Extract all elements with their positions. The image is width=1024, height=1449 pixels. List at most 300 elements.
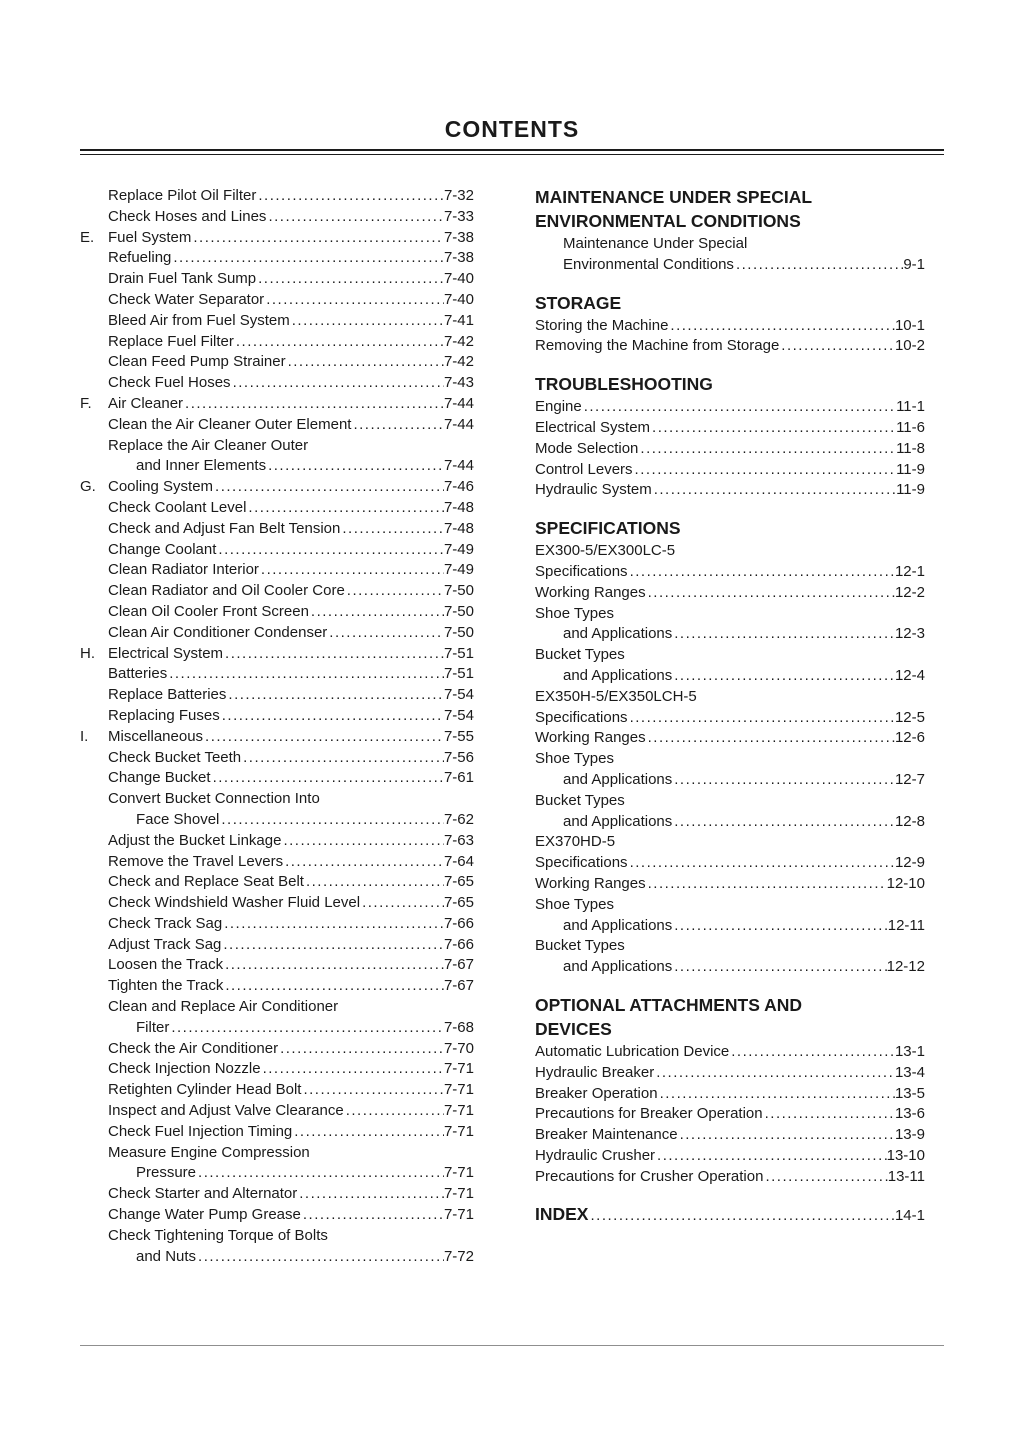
toc-entry [535, 1167, 925, 1188]
toc-section [535, 994, 925, 1188]
toc-entry-label: Bucket Types [535, 791, 625, 809]
toc-entry-page: 12-3 [894, 625, 925, 643]
toc-entry-page: 12-5 [894, 708, 925, 726]
toc-left-column [80, 186, 474, 1267]
toc-entry-label: Retighten Cylinder Head Bolt [108, 1081, 302, 1099]
toc-entry [80, 352, 474, 373]
toc-entry-label: Working Ranges [535, 729, 646, 747]
toc-entry [535, 1042, 925, 1063]
toc-entry-page: 13-4 [894, 1063, 925, 1081]
section-heading: ENVIRONMENTAL CONDITIONS [535, 211, 801, 231]
dot-leader [668, 316, 895, 337]
toc-entry-label: Removing the Machine from Storage [535, 337, 780, 355]
toc-entry-label: Check Bucket Teeth [108, 748, 242, 766]
toc-entry [80, 1039, 474, 1060]
toc-entry [80, 1059, 474, 1080]
toc-entry [535, 336, 925, 357]
dot-leader [183, 394, 444, 415]
toc-entry-page: 7-71 [443, 1206, 474, 1224]
toc-entry-label: Hydraulic Crusher [535, 1146, 656, 1164]
toc-entry-page: 12-1 [894, 562, 925, 580]
toc-entry [80, 685, 474, 706]
toc-entry-page: 7-40 [443, 290, 474, 308]
toc-entry [80, 976, 474, 997]
toc-entry-label: Maintenance Under Special [563, 235, 748, 252]
toc-entry [80, 207, 474, 228]
toc-entry-label: Check Hoses and Lines [108, 207, 267, 225]
toc-entry [80, 602, 474, 623]
dot-leader [304, 872, 444, 893]
dot-leader [221, 935, 444, 956]
dot-leader [223, 644, 444, 665]
toc-entry-page: 7-55 [443, 727, 474, 745]
toc-entry-page: 7-50 [443, 602, 474, 620]
dot-leader [729, 1042, 895, 1063]
toc-entry [80, 1018, 474, 1039]
toc-entry-label: Clean Radiator and Oil Cooler Core [108, 582, 345, 600]
toc-entry-page: 7-42 [443, 353, 474, 371]
toc-entry [535, 439, 925, 460]
dot-leader [588, 1205, 894, 1227]
toc-entry [535, 687, 925, 708]
toc-entry-label: Batteries [108, 665, 168, 683]
toc-entry [535, 666, 925, 687]
toc-entry-label: Check and Replace Seat Belt [108, 873, 304, 891]
dot-leader [266, 207, 444, 228]
toc-entry [80, 1080, 474, 1101]
toc-entry [80, 768, 474, 789]
toc-entry-label: Hydraulic Breaker [535, 1063, 655, 1081]
toc-entry [80, 1205, 474, 1226]
toc-entry-label: Replace Batteries [108, 686, 227, 704]
toc-entry-page: 7-71 [443, 1060, 474, 1078]
toc-entry-page: 7-65 [443, 873, 474, 891]
toc-entry-page: 7-67 [443, 956, 474, 974]
dot-leader [256, 186, 444, 207]
toc-entry-label: Specifications [535, 854, 628, 872]
toc-entry [80, 852, 474, 873]
toc-entry-page: 12-12 [886, 958, 925, 976]
toc-entry-page: 7-72 [443, 1247, 474, 1265]
toc-entry-label: Clean Air Conditioner Condenser [108, 623, 328, 641]
toc-entry-label: Check Coolant Level [108, 498, 247, 516]
toc-entry-label: Face Shovel [136, 810, 220, 828]
toc-entry [535, 770, 925, 791]
toc-entry [535, 541, 925, 562]
toc-entry-page: 7-64 [443, 852, 474, 870]
toc-entry-label: Electrical System [108, 644, 224, 662]
toc-entry [535, 936, 925, 957]
toc-entry-page: 7-68 [443, 1018, 474, 1036]
toc-entry [535, 418, 925, 439]
toc-entry-page: 13-9 [894, 1126, 925, 1144]
toc-entry-label: Check Starter and Alternator [108, 1185, 298, 1203]
toc-entry [80, 748, 474, 769]
toc-entry-label: Replacing Fuses [108, 706, 220, 724]
dot-leader [763, 1104, 895, 1125]
toc-entry-label: Environmental Conditions [563, 255, 734, 273]
toc-entry-label: Specifications [535, 562, 628, 580]
toc-entry-page: 7-46 [443, 478, 474, 496]
dot-leader [646, 874, 887, 895]
toc-entry-page: 7-32 [443, 187, 474, 204]
dot-leader [213, 477, 444, 498]
toc-entry [80, 644, 474, 665]
toc-entry-label: Specifications [535, 708, 628, 726]
toc-entry-label: Tighten the Track [108, 977, 224, 995]
dot-leader [327, 623, 444, 644]
toc-entry [80, 706, 474, 727]
toc-entry-label: Shoe Types [535, 895, 614, 913]
toc-entry [80, 332, 474, 353]
toc-entry [80, 311, 474, 332]
dot-leader [226, 685, 444, 706]
toc-entry-label: Refueling [108, 249, 172, 267]
dot-leader [203, 727, 444, 748]
dot-leader [216, 540, 444, 561]
toc-entry-label: and Applications [563, 916, 673, 934]
toc-section [535, 1203, 925, 1227]
toc-entry [535, 583, 925, 604]
toc-entry [80, 1247, 474, 1268]
toc-entry-page: 7-33 [443, 207, 474, 225]
toc-entry-label: Measure Engine Compression [108, 1143, 310, 1161]
toc-entry [80, 290, 474, 311]
toc-entry-label: Automatic Lubrication Device [535, 1042, 730, 1060]
toc-entry [80, 1226, 474, 1247]
toc-entry-label: Loosen the Track [108, 956, 224, 974]
dot-leader [266, 456, 444, 477]
toc-entry-page: 9-1 [903, 255, 925, 273]
dot-leader [290, 311, 444, 332]
toc-entry-page: 7-71 [443, 1122, 474, 1140]
toc-entry-page: 7-48 [443, 498, 474, 516]
toc-entry-label: Adjust Track Sag [108, 935, 222, 953]
toc-entry-page: 7-50 [443, 623, 474, 641]
dot-leader [264, 290, 444, 311]
toc-entry [80, 1101, 474, 1122]
toc-entry-label: Check Water Separator [108, 290, 265, 308]
toc-entry [535, 562, 925, 583]
toc-entry-page: 7-38 [443, 249, 474, 267]
toc-entry-page: 12-6 [894, 729, 925, 747]
toc-entry-label: Check Track Sag [108, 914, 223, 932]
toc-entry-label: Fuel System [108, 228, 192, 246]
section-heading: OPTIONAL ATTACHMENTS AND [535, 994, 803, 1015]
toc-entry-label: Shoe Types [535, 604, 614, 622]
toc-entry-page: 13-6 [894, 1105, 925, 1123]
toc-entry-page: 7-65 [443, 894, 474, 912]
toc-entry [80, 914, 474, 935]
dot-leader [779, 336, 895, 357]
toc-entry-label: Bleed Air from Fuel System [108, 311, 290, 329]
toc-section [535, 373, 925, 501]
toc-section [535, 517, 925, 978]
dot-leader [241, 748, 444, 769]
toc-entry-page: 7-66 [443, 935, 474, 953]
dot-leader [672, 812, 895, 833]
toc-entry-label: Working Ranges [535, 583, 646, 601]
toc-right-column [535, 186, 925, 1227]
toc-entry-label: Replace Pilot Oil Filter [108, 187, 257, 204]
toc-entry-page: 12-10 [886, 874, 925, 892]
toc-entry-label: Precautions for Crusher Operation [535, 1167, 764, 1185]
footer-rule [80, 1345, 944, 1346]
toc-entry-page: 7-71 [443, 1102, 474, 1120]
dot-leader [231, 373, 444, 394]
toc-entry-label: Miscellaneous [108, 727, 204, 745]
toc-entry-label: Clean and Replace Air Conditioner [108, 998, 339, 1016]
toc-entry-label: Bucket Types [535, 646, 625, 664]
toc-entry-page: 7-41 [443, 311, 474, 329]
dot-leader [301, 1080, 444, 1101]
dot-leader [281, 831, 444, 852]
dot-leader [344, 1101, 444, 1122]
toc-entry-label: Breaker Operation [535, 1084, 658, 1102]
toc-entry-label: Hydraulic System [535, 481, 652, 499]
toc-entry-label: Inspect and Adjust Valve Clearance [108, 1102, 344, 1120]
toc-entry [535, 832, 925, 853]
toc-entry-label: and Applications [563, 770, 673, 788]
toc-entry-label: Bucket Types [535, 937, 625, 955]
toc-entry [80, 498, 474, 519]
toc-entry-page: 7-71 [443, 1185, 474, 1203]
dot-leader [672, 666, 895, 687]
toc-entry-label: Breaker Maintenance [535, 1126, 678, 1144]
toc-entry-page: 7-67 [443, 977, 474, 995]
dot-leader [278, 1039, 444, 1060]
dot-leader [340, 519, 444, 540]
dot-leader [169, 1018, 444, 1039]
toc-entry-label: Precautions for Breaker Operation [535, 1105, 763, 1123]
toc-entry-page: 11-9 [896, 460, 925, 478]
dot-leader [654, 1063, 895, 1084]
toc-entry-page: 12-4 [894, 666, 925, 684]
toc-entry [80, 664, 474, 685]
toc-entry-page: 10-1 [894, 316, 925, 334]
toc-entry [80, 436, 474, 457]
dot-leader [672, 624, 895, 645]
toc-entry [80, 373, 474, 394]
toc-entry-page: 7-44 [443, 415, 474, 433]
toc-entry-page: 7-71 [443, 1081, 474, 1099]
toc-entry-page: 7-66 [443, 914, 474, 932]
toc-entry [535, 234, 925, 255]
dot-leader [628, 853, 895, 874]
dot-leader [211, 768, 444, 789]
toc-entry [80, 1122, 474, 1143]
toc-entry-label: Check Injection Nozzle [108, 1060, 261, 1078]
toc-entry-page: 7-56 [443, 748, 474, 766]
dot-leader [763, 1167, 887, 1188]
toc-entry-label: Change Bucket [108, 769, 211, 787]
toc-entry-label: Clean the Air Cleaner Outer Element [108, 415, 352, 433]
toc-entry [80, 540, 474, 561]
toc-entry [80, 1163, 474, 1184]
toc-entry-page: 14-1 [894, 1207, 925, 1225]
page-title: CONTENTS [444, 116, 580, 142]
toc-entry-label: EX370HD-5 [535, 833, 616, 851]
toc-entry-page: 11-6 [896, 418, 925, 436]
toc-entry-label: Change Coolant [108, 540, 217, 558]
toc-entry [535, 791, 925, 812]
toc-entry-label: and Applications [563, 666, 673, 684]
dot-leader [309, 602, 444, 623]
dot-leader [191, 228, 444, 249]
toc-entry-letter: E. [80, 228, 95, 246]
toc-entry [535, 480, 925, 501]
toc-entry [80, 955, 474, 976]
toc-entry-page: 13-10 [886, 1146, 925, 1164]
section-heading: DEVICES [535, 1018, 612, 1039]
toc-entry-label: EX350H-5/EX350LCH-5 [535, 687, 697, 705]
toc-entry [535, 1125, 925, 1146]
toc-entry-label: EX300-5/EX300LC-5 [535, 542, 676, 560]
toc-entry-page: 7-70 [443, 1039, 474, 1057]
toc-entry [535, 1203, 925, 1227]
toc-entry [535, 645, 925, 666]
dot-leader [223, 976, 444, 997]
toc-entry-page: 13-1 [894, 1042, 925, 1060]
toc-entry [80, 477, 474, 498]
dot-leader [672, 957, 886, 978]
dot-leader [222, 914, 444, 935]
toc-entry-letter: H. [80, 644, 95, 662]
toc-entry-page: 10-2 [894, 337, 925, 355]
toc-entry-label: Filter [136, 1018, 170, 1036]
section-heading: SPECIFICATIONS [535, 518, 681, 539]
toc-entry-label: INDEX [535, 1204, 589, 1225]
toc-entry-label: Air Cleaner [108, 394, 184, 412]
dot-leader [301, 1205, 444, 1226]
toc-entry [80, 997, 474, 1018]
toc-entry-page: 13-11 [887, 1167, 925, 1185]
section-heading: STORAGE [535, 292, 622, 313]
dot-leader [196, 1247, 444, 1268]
toc-entry [535, 604, 925, 625]
toc-entry [535, 853, 925, 874]
toc-entry [535, 624, 925, 645]
dot-leader [345, 581, 444, 602]
toc-entry-label: Mode Selection [535, 439, 639, 457]
toc-entry-page: 12-7 [894, 770, 925, 788]
toc-entry-page: 7-44 [443, 457, 474, 475]
dot-leader [223, 955, 444, 976]
dot-leader [246, 498, 444, 519]
toc-entry [535, 397, 925, 418]
toc-entry [535, 708, 925, 729]
toc-entry-page: 11-1 [896, 398, 925, 416]
toc-entry-label: Check Tightening Torque of Bolts [108, 1226, 328, 1244]
toc-entry-page: 11-9 [896, 481, 925, 499]
toc-entry-page: 7-61 [443, 769, 474, 787]
dot-leader [628, 708, 895, 729]
toc-entry-page: 7-62 [443, 810, 474, 828]
toc-entry-label: and Inner Elements [136, 457, 267, 475]
dot-leader [360, 893, 444, 914]
toc-entry-page: 7-54 [443, 686, 474, 704]
toc-entry [80, 186, 474, 207]
toc-section [535, 186, 925, 276]
toc-entry-page: 7-63 [443, 831, 474, 849]
toc-entry-page: 7-44 [443, 394, 474, 412]
toc-entry-label: Engine [535, 398, 582, 416]
toc-entry [535, 749, 925, 770]
toc-entry [535, 957, 925, 978]
toc-entry [535, 316, 925, 337]
dot-leader [646, 728, 895, 749]
toc-entry [535, 1063, 925, 1084]
toc-entry [80, 810, 474, 831]
toc-entry-label: Convert Bucket Connection Into [108, 790, 320, 808]
dot-leader [261, 1059, 444, 1080]
toc-entry [535, 874, 925, 895]
toc-entry-label: Control Levers [535, 460, 633, 478]
toc-entry [80, 831, 474, 852]
toc-entry [535, 1084, 925, 1105]
dot-leader [734, 255, 903, 276]
toc-entry-page: 7-48 [443, 519, 474, 537]
dot-leader [582, 397, 896, 418]
toc-entry [535, 1104, 925, 1125]
toc-entry-letter: G. [80, 478, 96, 496]
toc-entry-label: and Applications [563, 625, 673, 643]
toc-entry-page: 7-51 [443, 665, 474, 683]
toc-entry-page: 7-54 [443, 706, 474, 724]
toc-entry-label: Adjust the Bucket Linkage [108, 831, 282, 849]
toc-entry [80, 872, 474, 893]
dot-leader [220, 706, 444, 727]
dot-leader [234, 332, 444, 353]
dot-leader [219, 810, 444, 831]
toc-entry-label: and Applications [563, 812, 673, 830]
toc-entry-page: 7-50 [443, 582, 474, 600]
toc-entry-page: 7-49 [443, 561, 474, 579]
toc-entry [535, 916, 925, 937]
toc-entry-label: Shoe Types [535, 750, 614, 768]
dot-leader [283, 852, 444, 873]
toc-entry-label: Clean Oil Cooler Front Screen [108, 602, 309, 620]
toc-entry [535, 460, 925, 481]
toc-entry [80, 228, 474, 249]
toc-entry-page: 12-9 [894, 854, 925, 872]
toc-entry-page: 13-5 [894, 1084, 925, 1102]
dot-leader [652, 480, 896, 501]
dot-leader [259, 560, 444, 581]
toc-entry [80, 269, 474, 290]
toc-entry-page: 12-11 [887, 916, 925, 934]
dot-leader [292, 1122, 444, 1143]
toc-entry-label: and Applications [563, 958, 673, 976]
toc-entry-label: Clean Radiator Interior [108, 561, 259, 579]
toc-entry [80, 1143, 474, 1164]
toc-entry [535, 895, 925, 916]
dot-leader [638, 439, 896, 460]
dot-leader [628, 562, 895, 583]
toc-entry-page: 7-49 [443, 540, 474, 558]
toc-entry-page: 12-2 [894, 583, 925, 601]
toc-entry [80, 789, 474, 810]
toc-entry-label: Clean Feed Pump Strainer [108, 353, 286, 371]
dot-leader [672, 770, 895, 791]
toc-entry [80, 394, 474, 415]
toc-entry-letter: I. [80, 727, 89, 745]
dot-leader [171, 248, 444, 269]
title-double-rule [80, 149, 944, 155]
toc-entry-label: Check the Air Conditioner [108, 1039, 279, 1057]
toc-entry-label: Change Water Pump Grease [108, 1206, 301, 1224]
toc-entry-label: Cooling System [108, 478, 214, 496]
